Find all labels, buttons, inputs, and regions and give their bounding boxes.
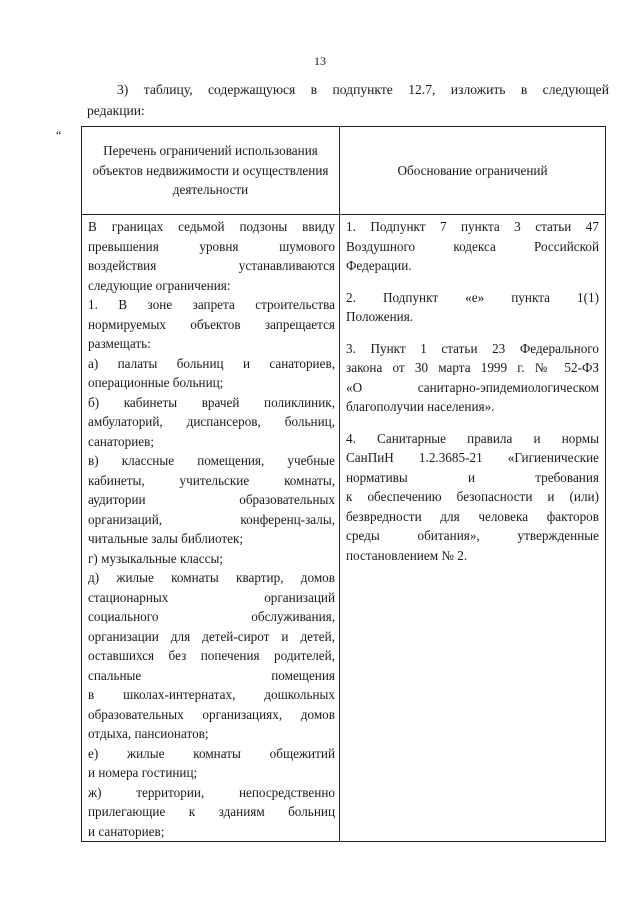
restriction-line: превышения уровня шумового [88,238,335,254]
justification-cell [340,215,606,842]
restriction-line: читальные залы библиотек; [88,531,244,546]
restriction-line: организации для детей-сирот и детей, [88,628,335,644]
justification-line: Положения. [346,309,414,324]
restriction-line: стационарных организаций [88,589,335,605]
justification-line: нормативы и требования [346,469,599,485]
restriction-line: аудитории образовательных [88,492,335,507]
justification-paragraph [346,288,599,327]
justification-paragraph [346,339,599,417]
justification-line: 4. Санитарные правила и нормы [346,430,599,446]
restriction-line: прилегающие к зданиям больниц [88,804,335,819]
header-restrictions-list: Перечень ограничений использования объектов недвижимости и осуществления деятельности [82,127,340,215]
restrictions-cell [82,215,340,842]
restriction-line: образовательных организациях, домов [88,706,335,722]
restriction-line: и санаториев; [88,823,165,839]
restriction-line: размещать: [88,336,151,351]
restriction-line: и номера гостиниц; [88,765,198,780]
justification-line: закона от 30 марта 1999 г. № 52-ФЗ [346,360,599,375]
restrictions-table [81,126,606,842]
justification-line: к обеспечению безопасности и (или) [346,489,599,504]
justification-line: постановлением № 2. [346,547,468,563]
justification-paragraph [346,217,599,276]
intro-line-1: 3) таблицу, содержащуюся в подпункте 12.7, изложить в следующей [117,82,609,97]
restriction-line: 1. В зоне запрета строительства [88,297,335,312]
restriction-line: воздействия устанавливаются [88,258,335,273]
restriction-line: е) жилые комнаты общежитий [88,745,335,761]
justification-line: 2. Подпункт «е» пункта 1(1) [346,289,599,305]
justification-paragraph [346,429,599,566]
restriction-line: организаций, конференц-залы, [88,511,335,527]
restriction-line: операционные больниц; [88,375,224,390]
justification-line: 1. Подпункт 7 пункта 3 статьи 47 [346,219,599,234]
justification-line: Воздушного кодекса Российской [346,238,599,254]
opening-quote-mark: “ [56,128,62,142]
restriction-line: б) кабинеты врачей поликлиник, [88,394,335,410]
restriction-line: санаториев; [88,433,155,449]
restriction-line: а) палаты больниц и санаториев, [88,355,335,371]
justification-line: благополучии населения». [346,399,495,414]
restriction-line: нормируемых объектов запрещается [88,316,335,332]
justification-line: среды обитания», утвержденные [346,528,599,543]
page-number: 13 [314,54,326,68]
justification-line: 3. Пункт 1 статьи 23 Федерального [346,340,599,356]
justification-line: «О санитарно-эпидемиологическом [346,379,599,395]
table-row [82,215,606,842]
justification-line: безвредности для человека факторов [346,508,599,524]
restriction-line: д) жилые комнаты квартир, домов [88,570,335,585]
intro-line-2: редакции: [87,103,145,118]
justification-line: Федерации. [346,258,412,273]
restriction-line: спальные помещения [88,667,335,683]
restriction-line: амбулаторий, диспансеров, больниц, [88,414,335,429]
restriction-line: г) музыкальные классы; [88,550,224,566]
restriction-line: социального обслуживания, [88,609,335,624]
restriction-line: ж) территории, непосредственно [88,784,335,800]
restriction-line: отдыха, пансионатов; [88,726,209,741]
header-justification: Обоснование ограничений [340,127,606,215]
restriction-line: в школах-интернатах, дошкольных [88,687,335,702]
restriction-line: кабинеты, учительские комнаты, [88,472,335,488]
restriction-line: в) классные помещения, учебные [88,453,335,468]
restriction-line: В границах седьмой подзоны ввиду [88,219,335,234]
restriction-line: следующие ограничения: [88,277,231,293]
justification-line: СанПиН 1.2.3685-21 «Гигиенические [346,450,599,465]
restriction-line: оставшихся без попечения родителей, [88,648,335,663]
table-header-row [82,127,606,215]
intro-paragraph [87,79,609,121]
